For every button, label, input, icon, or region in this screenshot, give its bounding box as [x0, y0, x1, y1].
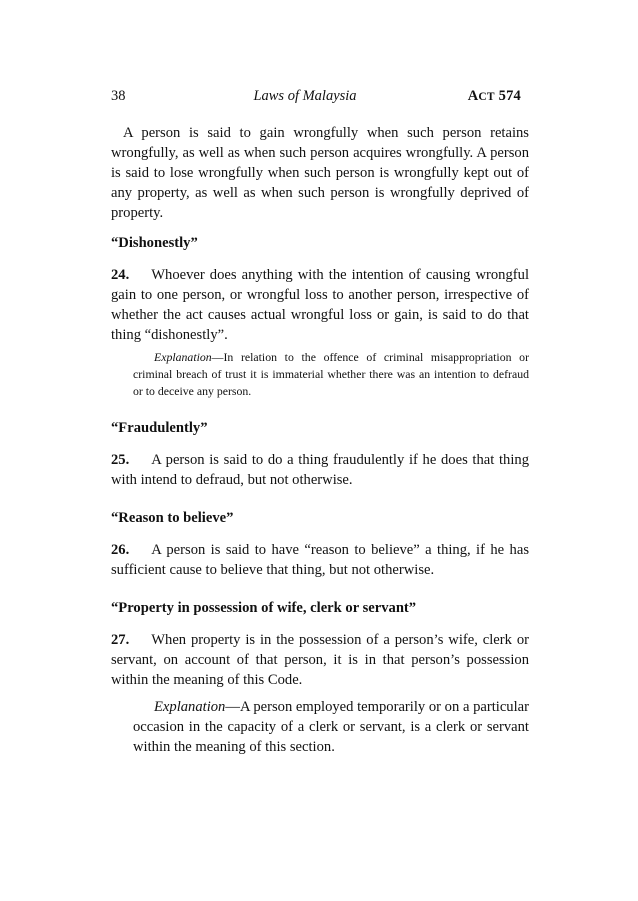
explanation-text: —A person employed temporarily or on a particular occasion in the capacity of a clerk or servant, is a clerk or servant within the meaning of this section.	[133, 699, 529, 755]
section-number: 26.	[111, 542, 130, 558]
section-number: 25.	[111, 452, 130, 468]
act-small-caps: CT	[478, 91, 495, 103]
section-text: A person is said to have “reason to believe” a thing, if he has sufficient cause to believe that thing, but not otherwise.	[111, 542, 529, 578]
act-label	[468, 88, 521, 105]
explanation-label: Explanation	[154, 699, 226, 715]
act-prefix: A	[467, 88, 479, 104]
section-number: 27.	[111, 632, 130, 648]
section-24-explanation	[133, 349, 529, 400]
section-text: A person is said to do a thing fraudulently if he does that thing with intend to defraud, but not otherwise.	[111, 452, 529, 488]
intro-paragraph: A person is said to gain wrongfully when such person retains wrongfully, as well as when such person acquires wrongfully. A person is said to lose wrongfully when such person is wrongfully kept out of any property, as well as when such person is wrongfully deprived of property.	[111, 125, 529, 221]
page-number: 38	[111, 88, 126, 104]
section-26-paragraph	[111, 540, 529, 580]
section-27-paragraph	[111, 630, 529, 690]
page-header	[111, 88, 529, 108]
explanation-text: —In relation to the offence of criminal misappropriation or criminal breach of trust it is immaterial whether there was an intention to defraud or to deceive any person.	[133, 350, 529, 398]
section-24-paragraph	[111, 265, 529, 345]
section-27-explanation	[133, 697, 529, 757]
explanation-label: Explanation	[154, 350, 212, 364]
section-heading-reason-to-believe: “Reason to believe”	[111, 510, 234, 526]
section-25-paragraph	[111, 450, 529, 490]
section-number: 24.	[111, 267, 130, 283]
section-text: Whoever does anything with the intention of causing wrongful gain to one person, or wrongful loss to another person, irrespective of whether the act causes actual wrongful loss or gain, is said to do that thing “dishonestly”.	[111, 267, 529, 343]
section-text: When property is in the possession of a person’s wife, clerk or servant, on account of that person, it is in that person’s possession within the meaning of this Code.	[111, 632, 529, 688]
section-heading-property-in-possession: “Property in possession of wife, clerk or servant”	[111, 600, 417, 616]
section-heading-dishonestly: “Dishonestly”	[111, 235, 198, 251]
act-number: 574	[498, 88, 521, 104]
running-title: Laws of Malaysia	[253, 88, 357, 104]
section-heading-fraudulently: “Fraudulently”	[111, 420, 208, 436]
